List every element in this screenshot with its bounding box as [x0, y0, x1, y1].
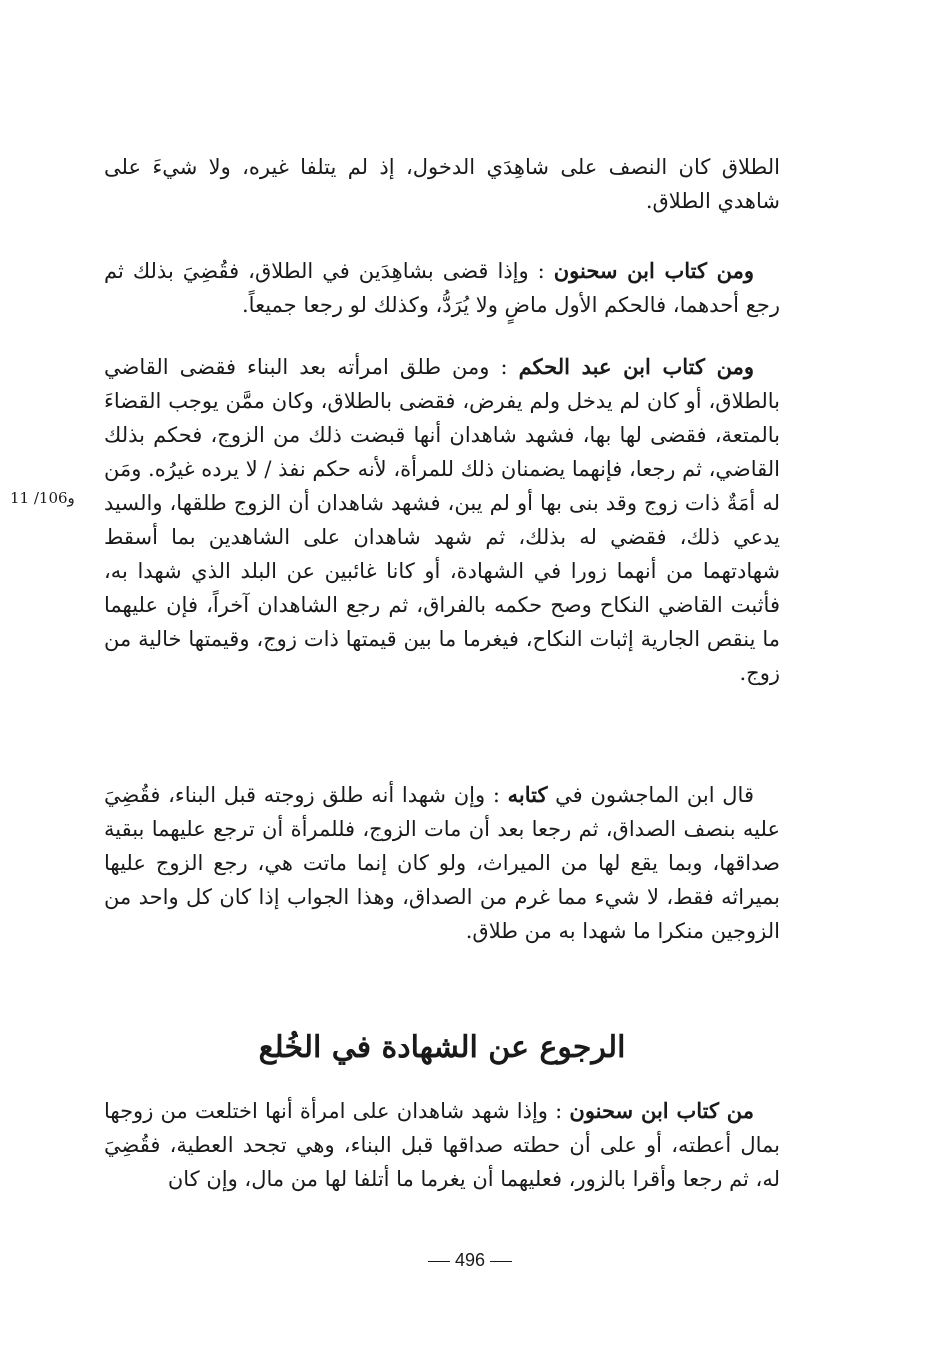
section-heading: الرجوع عن الشهادة في الخُلع	[258, 1030, 626, 1065]
source-title: من كتاب ابن سحنون	[569, 1098, 755, 1123]
paragraph-ibn-abd-al-hakam	[104, 350, 780, 690]
paragraph-khul-ibn-sahnun	[104, 1094, 780, 1196]
paragraph-body: : وإذا قضى بشاهِدَين في الطلاق، فقُضِيَ بذلك ثم رجع أحدهما، فالحكم الأول ماضٍ ولا يُرَدُّ، وكذلك لو رجعا جميعاً.	[104, 259, 780, 317]
paragraph-body: الطلاق كان النصف على شاهِدَي الدخول، إذ لم يتلفا غيره، ولا شيءَ على شاهدي الطلاق.	[104, 155, 780, 213]
source-title: ومن كتاب ابن عبد الحكم	[518, 354, 754, 379]
paragraph-body: : وإن شهدا أنه طلق زوجته قبل البناء، فقُضِيَ عليه بنصف الصداق، ثم رجعا بعد أن مات الزوج، فللمرأة أن ترجع عليهما ببقية صداقها، وبما يقع لها من الميراث، ولو كان إنما ماتت هي، رجع الزوج عليها بميراثه فقط، لا شيء مما غرم من الصداق، وهذا الجواب إذا كان كل واحد من الزوجين منكرا ما شهدا به من طلاق.	[104, 783, 780, 943]
source-title: كتابه	[507, 782, 548, 807]
paragraph-ibn-sahnun	[104, 254, 780, 322]
dash-right	[490, 1261, 512, 1262]
page-number-value: 496	[454, 1250, 486, 1270]
dash-left	[428, 1261, 450, 1262]
page-number	[370, 1248, 570, 1272]
paragraph-continuation	[104, 150, 780, 218]
manuscript-folio-note: 11 /106و	[10, 489, 75, 507]
paragraph-ibn-al-majishun	[104, 778, 780, 948]
paragraph-body: : وإذا شهد شاهدان على امرأة أنها اختلعت من زوجها بمال أعطته، أو على أن حطته صداقها قبل البناء، وهي تجحد العطية، فقُضِيَ له، ثم رجعا وأقرا بالزور، فعليهما أن يغرما ما أتلفا لها من مال، وإن كان	[104, 1099, 780, 1191]
source-title: ومن كتاب ابن سحنون	[553, 258, 754, 283]
paragraph-body: : ومن طلق امرأته بعد البناء فقضى القاضي بالطلاق، أو كان لم يدخل ولم يفرض، فقضى بالطلاق، وكان ممَّن يوجب القضاءَ بالمتعة، فقضى لها بها، فشهد شاهدان أنها قبضت ذلك من الزوج، فحكم بذلك القاضي، ثم رجعا، فإنهما يضمنان ذلك للمرأة، لأنه حكم نفذ / لا يرده غيرُه. ومَن له أمَةٌ ذات زوج وقد بنى بها أو لم يبن، فشهد شاهدان أن الزوج طلقها، والسيد يدعي ذلك، فقضي له بذلك، ثم شهد شاهدان على الشاهدين بما أسقط شهادتهما من أنهما زورا في الشهادة، أو كانا غائبين عن البلد الذي شهدا به، فأثبت القاضي النكاح وصح حكمه بالفراق، ثم رجع الشاهدان آخراً، فإن عليهما ما ينقص الجارية إثبات النكاح، فيغرما ما بين قيمتها ذات زوج، وقيمتها خالية من زوج.	[104, 355, 780, 685]
paragraph-lead-plain: قال ابن الماجشون في	[547, 783, 754, 807]
